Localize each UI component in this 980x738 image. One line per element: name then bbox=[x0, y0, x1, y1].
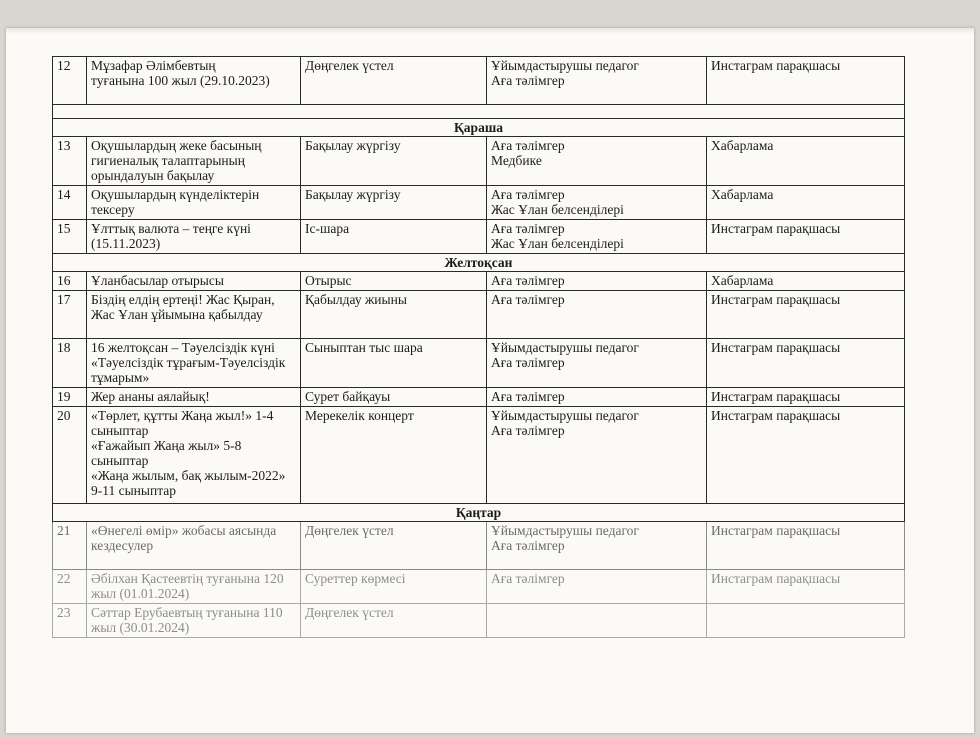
responsible-person: Аға тәлімгер bbox=[487, 291, 707, 339]
result-output: Инстаграм парақшасы bbox=[707, 291, 905, 339]
event-name: «Төрлет, құтты Жаңа жыл!» 1-4 сыныптар «Ғажайып Жаңа жыл» 5-8 сыныптар «Жаңа жылым, бақ жылым-2022» 9-11 сыныптар bbox=[87, 407, 301, 504]
responsible-person: Ұйымдастырушы педагог Аға тәлімгер bbox=[487, 57, 707, 105]
event-name: Оқушылардың күнделіктерін тексеру bbox=[87, 186, 301, 220]
event-name: Әбілхан Қастеевтің туғанына 120 жыл (01.01.2024) bbox=[87, 570, 301, 604]
event-name: Жер ананы аялайық! bbox=[87, 388, 301, 407]
event-form: Іс-шара bbox=[301, 220, 487, 254]
result-output: Хабарлама bbox=[707, 137, 905, 186]
responsible-person: Ұйымдастырушы педагог Аға тәлімгер bbox=[487, 407, 707, 504]
result-output: Инстаграм парақшасы bbox=[707, 388, 905, 407]
event-form: Қабылдау жиыны bbox=[301, 291, 487, 339]
responsible-person: Аға тәлімгер bbox=[487, 388, 707, 407]
document-page bbox=[6, 28, 974, 733]
section-title: Қаңтар bbox=[53, 504, 905, 522]
responsible-person: Аға тәлімгер bbox=[487, 272, 707, 291]
event-name: Ұлттық валюта – теңге күні (15.11.2023) bbox=[87, 220, 301, 254]
event-form: Отырыс bbox=[301, 272, 487, 291]
row-number: 15 bbox=[53, 220, 87, 254]
row-number: 21 bbox=[53, 522, 87, 570]
result-output bbox=[707, 604, 905, 638]
table-row bbox=[53, 137, 905, 186]
row-number: 19 bbox=[53, 388, 87, 407]
spacer-cell bbox=[53, 105, 905, 119]
event-form: Дөңгелек үстел bbox=[301, 604, 487, 638]
result-output: Инстаграм парақшасы bbox=[707, 522, 905, 570]
event-form: Дөңгелек үстел bbox=[301, 57, 487, 105]
table-row bbox=[53, 186, 905, 220]
event-name: Сәттар Ерубаевтың туғанына 110 жыл (30.01.2024) bbox=[87, 604, 301, 638]
table-row bbox=[53, 522, 905, 570]
responsible-person: Аға тәлімгер Медбике bbox=[487, 137, 707, 186]
event-form: Дөңгелек үстел bbox=[301, 522, 487, 570]
row-number: 12 bbox=[53, 57, 87, 105]
table-row bbox=[53, 388, 905, 407]
table-row bbox=[53, 57, 905, 105]
section-title: Желтоқсан bbox=[53, 254, 905, 272]
section-header-row bbox=[53, 254, 905, 272]
event-name: «Өнегелі өмір» жобасы аясында кездесулер bbox=[87, 522, 301, 570]
table-row bbox=[53, 339, 905, 388]
table-row bbox=[53, 220, 905, 254]
spacer-row bbox=[53, 105, 905, 119]
event-form: Суреттер көрмесі bbox=[301, 570, 487, 604]
event-name: Оқушылардың жеке басының гигиеналық талаптарының орындалуын бақылау bbox=[87, 137, 301, 186]
event-name: Ұланбасылар отырысы bbox=[87, 272, 301, 291]
responsible-person: Аға тәлімгер Жас Ұлан белсенділері bbox=[487, 186, 707, 220]
event-form: Бақылау жүргізу bbox=[301, 137, 487, 186]
result-output: Хабарлама bbox=[707, 186, 905, 220]
responsible-person: Ұйымдастырушы педагог Аға тәлімгер bbox=[487, 522, 707, 570]
row-number: 17 bbox=[53, 291, 87, 339]
events-table-body bbox=[53, 57, 905, 638]
row-number: 16 bbox=[53, 272, 87, 291]
row-number: 22 bbox=[53, 570, 87, 604]
events-table bbox=[52, 56, 905, 638]
result-output: Инстаграм парақшасы bbox=[707, 339, 905, 388]
result-output: Инстаграм парақшасы bbox=[707, 220, 905, 254]
responsible-person: Аға тәлімгер Жас Ұлан белсенділері bbox=[487, 220, 707, 254]
section-title: Қараша bbox=[53, 119, 905, 137]
result-output: Инстаграм парақшасы bbox=[707, 57, 905, 105]
table-row bbox=[53, 407, 905, 504]
row-number: 13 bbox=[53, 137, 87, 186]
section-header-row bbox=[53, 504, 905, 522]
result-output: Инстаграм парақшасы bbox=[707, 407, 905, 504]
table-row bbox=[53, 570, 905, 604]
table-row bbox=[53, 272, 905, 291]
result-output: Инстаграм парақшасы bbox=[707, 570, 905, 604]
table-row bbox=[53, 604, 905, 638]
event-form: Бақылау жүргізу bbox=[301, 186, 487, 220]
responsible-person: Аға тәлімгер bbox=[487, 570, 707, 604]
responsible-person bbox=[487, 604, 707, 638]
row-number: 14 bbox=[53, 186, 87, 220]
table-row bbox=[53, 291, 905, 339]
event-name: Біздің елдің ертеңі! Жас Қыран, Жас Ұлан ұйымына қабылдау bbox=[87, 291, 301, 339]
event-name: 16 желтоқсан – Тәуелсіздік күні «Тәуелсіздік тұрағым-Тәуелсіздік тұмарым» bbox=[87, 339, 301, 388]
row-number: 18 bbox=[53, 339, 87, 388]
responsible-person: Ұйымдастырушы педагог Аға тәлімгер bbox=[487, 339, 707, 388]
event-name: Мұзафар Әлімбевтың туғанына 100 жыл (29.10.2023) bbox=[87, 57, 301, 105]
event-form: Мерекелік концерт bbox=[301, 407, 487, 504]
section-header-row bbox=[53, 119, 905, 137]
event-form: Сыныптан тыс шара bbox=[301, 339, 487, 388]
event-form: Сурет байқауы bbox=[301, 388, 487, 407]
row-number: 20 bbox=[53, 407, 87, 504]
result-output: Хабарлама bbox=[707, 272, 905, 291]
row-number: 23 bbox=[53, 604, 87, 638]
